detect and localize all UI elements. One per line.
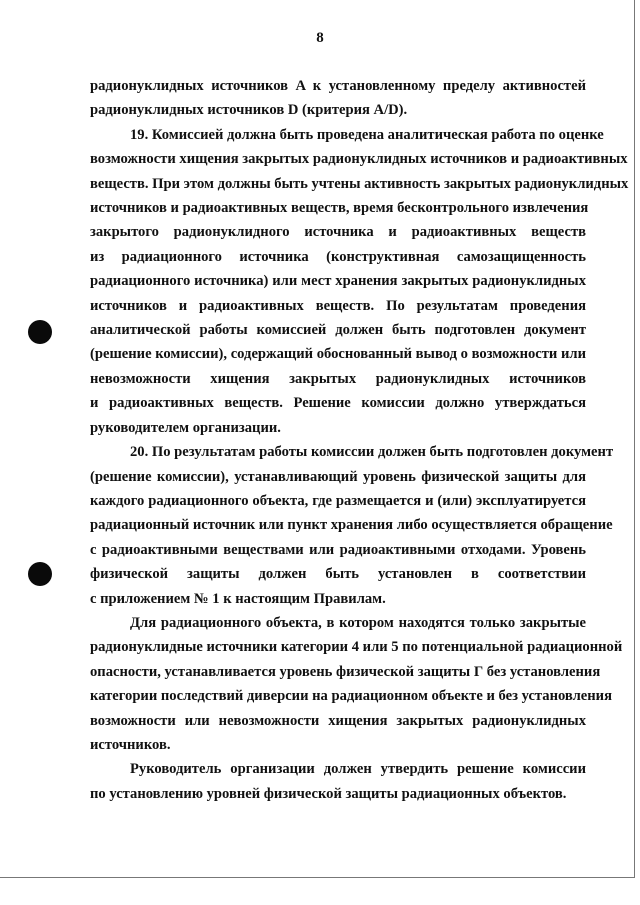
text-line: по установлению уровней физической защиты радиационных объектов.	[90, 785, 567, 802]
text-line: источников и радиоактивных веществ, время бесконтрольного извлечения	[90, 200, 589, 217]
text-line: категории последствий диверсии на радиационном объекте и без установления	[90, 688, 612, 705]
paragraph-head-approval	[90, 757, 586, 806]
paragraph-19	[90, 123, 629, 440]
text-line: источников и радиоактивных веществ. По результатам проведения	[90, 297, 586, 314]
text-line: возможности или невозможности хищения закрытых радионуклидных	[90, 712, 586, 729]
text-line: руководителем организации.	[90, 419, 281, 436]
paragraph-continuation	[90, 74, 586, 123]
text-line: источников.	[90, 736, 171, 753]
text-line: 20. По результатам работы комиссии должен быть подготовлен документ	[130, 444, 614, 461]
punch-hole-bottom	[28, 562, 52, 586]
text-line: радиационного источника) или мест хранения закрытых радионуклидных	[90, 273, 586, 290]
text-line: возможности хищения закрытых радионуклидных источников и радиоактивных	[90, 151, 628, 168]
text-line: веществ. При этом должны быть учтены активность закрытых радионуклидных	[90, 175, 629, 192]
text-line: каждого радиационного объекта, где размещается и (или) эксплуатируется	[90, 492, 586, 509]
text-line: с радиоактивными веществами или радиоактивными отходами. Уровень	[90, 541, 586, 558]
paragraph-20	[90, 440, 614, 611]
document-body	[90, 74, 629, 806]
text-line: (решение комиссии), содержащий обоснованный вывод о возможности или	[90, 346, 586, 363]
text-line: с приложением № 1 к настоящим Правилам.	[90, 590, 386, 607]
text-line: и радиоактивных веществ. Решение комиссии должно утверждаться	[90, 395, 586, 412]
scan-edge-right	[634, 0, 635, 878]
text-line: радионуклидных источников A к установленному пределу активностей	[90, 78, 586, 94]
text-line: из радиационного источника (конструктивная самозащищенность	[90, 248, 586, 265]
punch-hole-top	[28, 320, 52, 344]
text-line: Руководитель организации должен утвердить решение комиссии	[130, 761, 586, 778]
scan-edge-bottom	[0, 877, 635, 878]
page-number: 8	[316, 30, 324, 46]
paragraph-category	[90, 611, 623, 757]
text-line: невозможности хищения закрытых радионуклидных источников	[90, 370, 586, 387]
text-line: физической защиты должен быть установлен в соответствии	[90, 566, 586, 583]
text-line: 19. Комиссией должна быть проведена аналитическая работа по оценке	[130, 126, 604, 143]
text-line: радионуклидных источников D (критерия A/D).	[90, 102, 408, 119]
text-line: опасности, устанавливается уровень физической защиты Г без установления	[90, 663, 601, 680]
text-line: закрытого радионуклидного источника и радиоактивных веществ	[90, 224, 586, 241]
text-line: (решение комиссии), устанавливающий уровень физической защиты для	[90, 468, 586, 485]
text-line: Для радиационного объекта, в котором находятся только закрытые	[130, 614, 586, 631]
text-line: радионуклидные источники категории 4 или 5 по потенциальной радиационной	[90, 639, 623, 656]
text-line: аналитической работы комиссией должен быть подготовлен документ	[90, 322, 586, 339]
text-line: радиационный источник или пункт хранения либо осуществляется обращение	[90, 517, 613, 534]
